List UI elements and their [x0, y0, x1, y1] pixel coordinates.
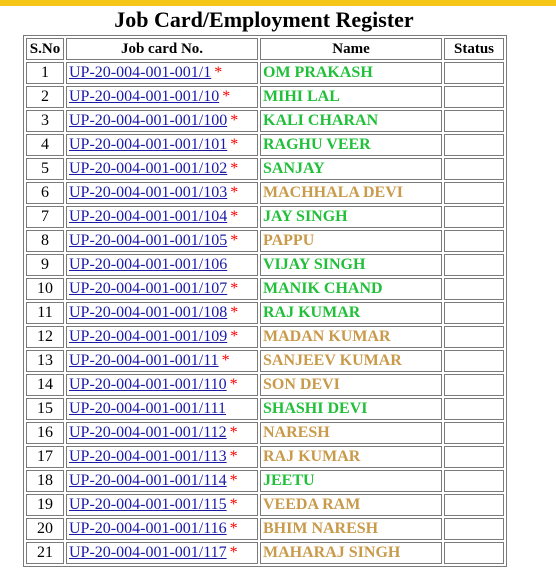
- row-sno: 5: [26, 158, 64, 180]
- table-row: [26, 302, 504, 324]
- required-star-marker: *: [229, 424, 238, 441]
- row-name: MADAN KUMAR: [260, 326, 442, 348]
- row-sno: 9: [26, 254, 64, 276]
- row-sno: 8: [26, 230, 64, 252]
- row-status: [444, 62, 504, 84]
- row-name: MACHHALA DEVI: [260, 182, 442, 204]
- row-status: [444, 542, 504, 564]
- required-star-marker: *: [230, 328, 239, 345]
- row-status: [444, 374, 504, 396]
- job-card-link[interactable]: UP-20-004-001-001/106: [69, 256, 228, 273]
- row-sno: 14: [26, 374, 64, 396]
- required-star-marker: *: [214, 64, 223, 81]
- table-row: [26, 182, 504, 204]
- job-card-link[interactable]: UP-20-004-001-001/11: [69, 352, 219, 369]
- job-card-register-table: [23, 35, 507, 567]
- job-card-link[interactable]: UP-20-004-001-001/116: [69, 520, 227, 537]
- row-job-card-cell: [66, 494, 258, 516]
- row-sno: 17: [26, 446, 64, 468]
- job-card-link[interactable]: UP-20-004-001-001/103: [69, 184, 228, 201]
- table-row: [26, 254, 504, 276]
- row-name: SON DEVI: [260, 374, 442, 396]
- table-row: [26, 494, 504, 516]
- job-card-link[interactable]: UP-20-004-001-001/115: [69, 496, 227, 513]
- row-job-card-cell: [66, 278, 258, 300]
- required-star-marker: *: [229, 496, 238, 513]
- job-card-link[interactable]: UP-20-004-001-001/109: [69, 328, 228, 345]
- row-sno: 12: [26, 326, 64, 348]
- row-name: KALI CHARAN: [260, 110, 442, 132]
- row-name: SANJAY: [260, 158, 442, 180]
- job-card-link[interactable]: UP-20-004-001-001/113: [69, 448, 227, 465]
- required-star-marker: *: [230, 280, 239, 297]
- required-star-marker: *: [230, 232, 239, 249]
- required-star-marker: *: [230, 136, 239, 153]
- row-job-card-cell: [66, 542, 258, 564]
- row-status: [444, 350, 504, 372]
- row-status: [444, 494, 504, 516]
- table-row: [26, 62, 504, 84]
- row-status: [444, 302, 504, 324]
- job-card-link[interactable]: UP-20-004-001-001/112: [69, 424, 227, 441]
- row-sno: 11: [26, 302, 64, 324]
- required-star-marker: *: [229, 472, 238, 489]
- row-job-card-cell: [66, 302, 258, 324]
- required-star-marker: *: [230, 304, 239, 321]
- table-row: [26, 398, 504, 420]
- table-row: [26, 374, 504, 396]
- row-name: SHASHI DEVI: [260, 398, 442, 420]
- required-star-marker: *: [229, 520, 238, 537]
- table-header-row: [26, 38, 504, 60]
- row-sno: 3: [26, 110, 64, 132]
- job-card-link[interactable]: UP-20-004-001-001/1: [69, 64, 212, 81]
- table-row: [26, 158, 504, 180]
- row-job-card-cell: [66, 158, 258, 180]
- table-row: [26, 518, 504, 540]
- row-name: RAJ KUMAR: [260, 302, 442, 324]
- required-star-marker: *: [230, 184, 239, 201]
- header-job-card-no: Job card No.: [66, 38, 258, 60]
- row-name: RAGHU VEER: [260, 134, 442, 156]
- required-star-marker: *: [230, 112, 239, 129]
- row-status: [444, 182, 504, 204]
- row-job-card-cell: [66, 182, 258, 204]
- row-name: JEETU: [260, 470, 442, 492]
- row-job-card-cell: [66, 86, 258, 108]
- row-job-card-cell: [66, 254, 258, 276]
- row-status: [444, 446, 504, 468]
- required-star-marker: *: [229, 448, 238, 465]
- row-job-card-cell: [66, 446, 258, 468]
- header-name: Name: [260, 38, 442, 60]
- row-status: [444, 230, 504, 252]
- table-row: [26, 86, 504, 108]
- row-sno: 18: [26, 470, 64, 492]
- row-status: [444, 134, 504, 156]
- row-status: [444, 254, 504, 276]
- table-row: [26, 326, 504, 348]
- row-name: VIJAY SINGH: [260, 254, 442, 276]
- row-status: [444, 422, 504, 444]
- row-job-card-cell: [66, 110, 258, 132]
- job-card-link[interactable]: UP-20-004-001-001/108: [69, 304, 228, 321]
- table-row: [26, 206, 504, 228]
- row-status: [444, 398, 504, 420]
- job-card-link[interactable]: UP-20-004-001-001/114: [69, 472, 227, 489]
- table-row: [26, 134, 504, 156]
- row-sno: 7: [26, 206, 64, 228]
- row-sno: 15: [26, 398, 64, 420]
- row-job-card-cell: [66, 518, 258, 540]
- table-row: [26, 278, 504, 300]
- row-name: BHIM NARESH: [260, 518, 442, 540]
- header-sno: S.No: [26, 38, 64, 60]
- job-card-link[interactable]: UP-20-004-001-001/117: [69, 544, 227, 561]
- row-sno: 6: [26, 182, 64, 204]
- row-sno: 16: [26, 422, 64, 444]
- row-job-card-cell: [66, 326, 258, 348]
- row-name: PAPPU: [260, 230, 442, 252]
- table-row: [26, 350, 504, 372]
- row-job-card-cell: [66, 230, 258, 252]
- row-job-card-cell: [66, 470, 258, 492]
- required-star-marker: *: [229, 544, 238, 561]
- row-name: VEEDA RAM: [260, 494, 442, 516]
- row-name: MIHI LAL: [260, 86, 442, 108]
- row-status: [444, 470, 504, 492]
- row-sno: 21: [26, 542, 64, 564]
- row-status: [444, 278, 504, 300]
- row-job-card-cell: [66, 134, 258, 156]
- table-row: [26, 230, 504, 252]
- table-row: [26, 422, 504, 444]
- table-row: [26, 446, 504, 468]
- row-sno: 4: [26, 134, 64, 156]
- required-star-marker: *: [230, 208, 239, 225]
- row-status: [444, 326, 504, 348]
- row-job-card-cell: [66, 206, 258, 228]
- row-name: JAY SINGH: [260, 206, 442, 228]
- row-job-card-cell: [66, 62, 258, 84]
- row-job-card-cell: [66, 422, 258, 444]
- row-status: [444, 518, 504, 540]
- job-card-link[interactable]: UP-20-004-001-001/111: [69, 400, 227, 417]
- row-name: NARESH: [260, 422, 442, 444]
- row-name: MANIK CHAND: [260, 278, 442, 300]
- row-name: MAHARAJ SINGH: [260, 542, 442, 564]
- job-card-link[interactable]: UP-20-004-001-001/102: [69, 160, 228, 177]
- job-card-link[interactable]: UP-20-004-001-001/104: [69, 208, 228, 225]
- table-row: [26, 470, 504, 492]
- header-status: Status: [444, 38, 504, 60]
- row-sno: 2: [26, 86, 64, 108]
- row-sno: 10: [26, 278, 64, 300]
- required-star-marker: *: [230, 160, 239, 177]
- row-job-card-cell: [66, 398, 258, 420]
- table-body: [26, 62, 504, 564]
- row-job-card-cell: [66, 350, 258, 372]
- row-sno: 20: [26, 518, 64, 540]
- table-row: [26, 110, 504, 132]
- row-job-card-cell: [66, 374, 258, 396]
- job-card-link[interactable]: UP-20-004-001-001/10: [69, 88, 220, 105]
- required-star-marker: *: [222, 88, 231, 105]
- row-name: OM PRAKASH: [260, 62, 442, 84]
- row-sno: 1: [26, 62, 64, 84]
- required-star-marker: *: [221, 352, 230, 369]
- row-sno: 19: [26, 494, 64, 516]
- job-card-link[interactable]: UP-20-004-001-001/110: [69, 376, 227, 393]
- row-name: RAJ KUMAR: [260, 446, 442, 468]
- job-card-link[interactable]: UP-20-004-001-001/105: [69, 232, 228, 249]
- page-title: Job Card/Employment Register: [114, 7, 414, 32]
- row-sno: 13: [26, 350, 64, 372]
- row-status: [444, 206, 504, 228]
- row-status: [444, 110, 504, 132]
- row-status: [444, 158, 504, 180]
- required-star-marker: *: [229, 376, 238, 393]
- job-card-link[interactable]: UP-20-004-001-001/100: [69, 112, 228, 129]
- job-card-link[interactable]: UP-20-004-001-001/107: [69, 280, 228, 297]
- row-status: [444, 86, 504, 108]
- row-name: SANJEEV KUMAR: [260, 350, 442, 372]
- top-accent-strip: [0, 0, 556, 6]
- job-card-link[interactable]: UP-20-004-001-001/101: [69, 136, 228, 153]
- table-row: [26, 542, 504, 564]
